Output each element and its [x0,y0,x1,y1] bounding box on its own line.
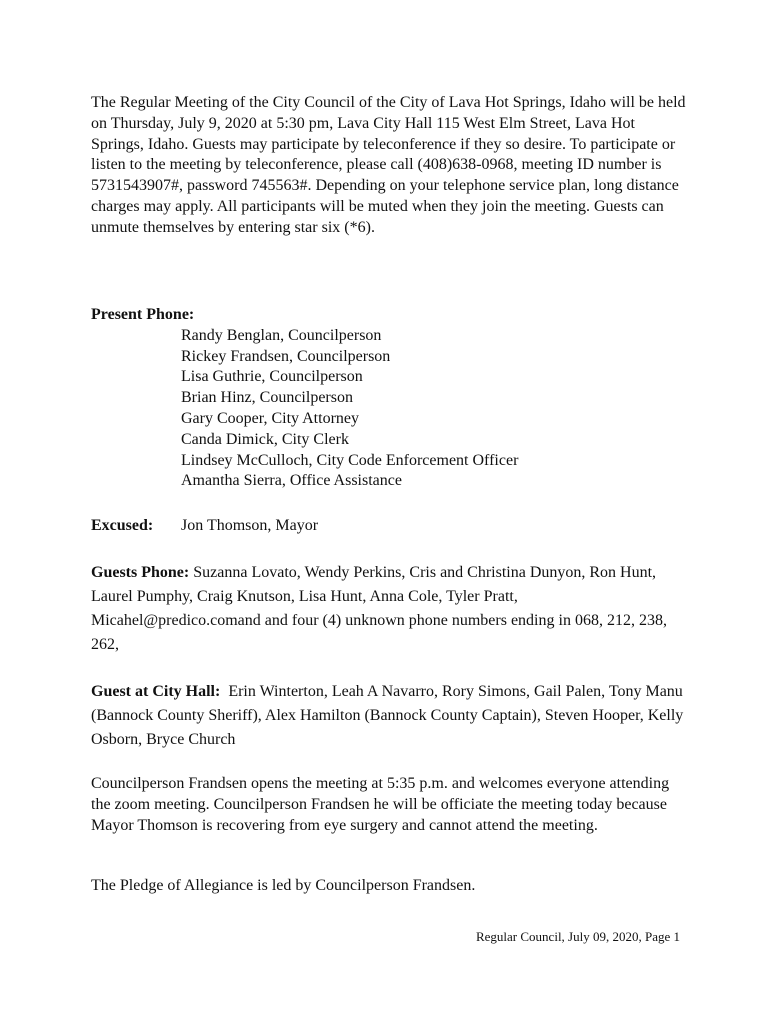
present-member: Lindsey McCulloch, City Code Enforcement Officer [181,451,519,469]
excused-section [91,516,691,537]
present-member: Rickey Frandsen, Councilperson [181,347,391,365]
present-member: Amantha Sierra, Office Assistance [181,472,402,490]
meeting-intro-paragraph: The Regular Meeting of the City Council of the City of Lava Hot Springs, Idaho will be held on Thursday, July 9, 2020 at 5:30 pm, Lava City Hall 115 West Elm Street, Lava Hot Springs, Idaho. Guests may participate by teleconference if they so desire. To participate or listen to the meeting by teleconference, please call (408)638-0968, meeting ID number is 5731543907#, password 745563#. Depending on your telephone service plan, long distance charges may apply. All participants will be muted when they join the meeting. Guests can unmute themselves by entering star six (*6). [91,94,686,236]
excused-label: Excused: [91,517,154,534]
guests-phone-value: Suzanna Lovato, Wendy Perkins, Cris and Christina Dunyon, Ron Hunt, Laurel Pumphy, Craig Knutson, Lisa Hunt, Anna Cole, Tyler Pratt, Micahel@predico.comand and four (4) unknown phone numbers ending in 068, 212, 238, 262, [91,564,667,653]
present-member: Gary Cooper, City Attorney [181,409,359,427]
present-member: Lisa Guthrie, Councilperson [181,368,363,386]
pledge-paragraph: The Pledge of Allegiance is led by Councilperson Frandsen. [91,877,476,894]
guests-city-hall-value: Erin Winterton, Leah A Navarro, Rory Simons, Gail Palen, Tony Manu (Bannock County Sheriff), Alex Hamilton (Bannock County Captain), Steven Hooper, Kelly Osborn, Bryce Church [91,683,684,748]
present-member: Randy Benglan, Councilperson [181,326,382,344]
present-member: Canda Dimick, City Clerk [181,430,349,448]
present-members-list [91,326,691,492]
present-member: Brian Hinz, Councilperson [181,389,353,407]
guests-phone-section [91,561,681,657]
page-footer: Regular Council, July 09, 2020, Page 1 [475,929,680,944]
opening-paragraph: Councilperson Frandsen opens the meeting at 5:35 p.m. and welcomes everyone attending the zoom meeting. Councilperson Frandsen he will be officiate the meeting today because Mayor Thomson is recovering from eye surgery and cannot attend the meeting. [91,775,670,834]
guests-phone-label: Guests Phone: [91,564,190,581]
excused-value: Jon Thomson, Mayor [181,517,319,534]
present-phone-section [91,305,691,492]
present-phone-label: Present Phone: [91,306,195,323]
guests-city-hall-section [91,680,691,752]
guests-city-hall-label: Guest at City Hall: [91,683,221,700]
